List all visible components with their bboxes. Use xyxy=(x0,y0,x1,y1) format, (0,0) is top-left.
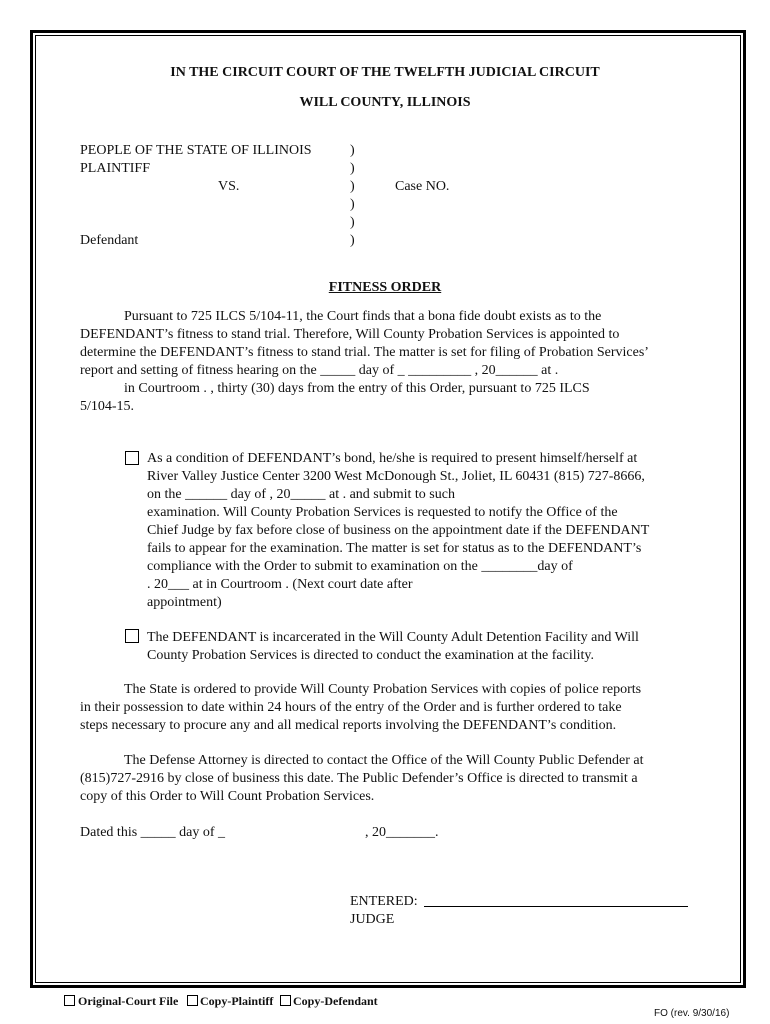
option1-line: on the ______ day of , 20_____ at . and submit to such xyxy=(147,487,455,502)
caption-paren: ) xyxy=(350,161,355,176)
state-paragraph-line: in their possession to date within 24 hours of the entry of the Order and is further ordered to take xyxy=(80,700,622,715)
intro-line: in Courtroom . , thirty (30) days from the entry of this Order, pursuant to 725 ILCS xyxy=(124,381,590,396)
state-paragraph-line: steps necessary to procure any and all medical reports involving the DEFENDANT’s condition. xyxy=(80,718,617,733)
option2-line: County Probation Services is directed to conduct the examination at the facility. xyxy=(147,648,594,663)
caption-paren: ) xyxy=(350,197,355,212)
caption-paren: ) xyxy=(350,215,355,230)
defendant-label: Defendant xyxy=(80,233,139,248)
bond-condition-checkbox[interactable] xyxy=(125,451,139,465)
copy-defendant-label: Copy-Defendant xyxy=(293,994,378,1008)
plaintiff-label: PLAINTIFF xyxy=(80,161,151,176)
original-court-file-label: Original-Court File xyxy=(78,994,179,1008)
intro-line: DEFENDANT’s fitness to stand trial. Therefore, Will County Probation Services is appointed to xyxy=(80,327,620,342)
copy-plaintiff-checkbox[interactable] xyxy=(187,995,198,1006)
entered-label: ENTERED: xyxy=(350,894,418,909)
incarcerated-checkbox[interactable] xyxy=(125,629,139,643)
intro-line: Pursuant to 725 ILCS 5/104-11, the Court finds that a bona fide doubt exists as to the xyxy=(124,309,602,324)
county-heading: WILL COUNTY, ILLINOIS xyxy=(299,95,471,110)
option1-line: Chief Judge by fax before close of business on the appointment date if the DEFENDANT xyxy=(147,523,650,538)
document-title: FITNESS ORDER xyxy=(328,280,442,295)
intro-line: report and setting of fitness hearing on the _____ day of _ _________ , 20______ at . xyxy=(80,363,559,378)
caption-paren: ) xyxy=(350,143,355,158)
option1-line: examination. Will County Probation Services is requested to notify the Office of the xyxy=(147,505,618,520)
option1-line: River Valley Justice Center 3200 West McDonough St., Joliet, IL 60431 (815) 727-8666, xyxy=(147,469,645,484)
vs-label: VS. xyxy=(218,179,240,194)
people-label: PEOPLE OF THE STATE OF ILLINOIS xyxy=(80,143,312,158)
option1-line: . 20___ at in Courtroom . (Next court date after xyxy=(147,577,413,592)
option1-line: appointment) xyxy=(147,595,222,610)
original-court-file-checkbox[interactable] xyxy=(64,995,75,1006)
signature-line[interactable] xyxy=(424,906,688,907)
dated-year: , 20_______. xyxy=(365,825,439,840)
defense-paragraph-line: The Defense Attorney is directed to contact the Office of the Will County Public Defender at xyxy=(124,753,644,768)
form-revision: FO (rev. 9/30/16) xyxy=(654,1008,730,1019)
intro-line: determine the DEFENDANT’s fitness to stand trial. The matter is set for filing of Probation Services’ xyxy=(80,345,649,360)
caption-paren: ) xyxy=(350,233,355,248)
option1-line: fails to appear for the examination. The matter is set for status as to the DEFENDANT’s xyxy=(147,541,642,556)
option1-line: As a condition of DEFENDANT’s bond, he/she is required to present himself/herself at xyxy=(147,451,638,466)
caption-paren: ) xyxy=(350,179,355,194)
case-number-label: Case NO. xyxy=(395,179,450,194)
copy-defendant-checkbox[interactable] xyxy=(280,995,291,1006)
defense-paragraph-line: (815)727-2916 by close of business this date. The Public Defender’s Office is directed to transmit a xyxy=(80,771,638,786)
court-heading: IN THE CIRCUIT COURT OF THE TWELFTH JUDICIAL CIRCUIT xyxy=(170,65,600,80)
copy-plaintiff-label: Copy-Plaintiff xyxy=(200,994,274,1008)
dated-line: Dated this _____ day of _ xyxy=(80,825,226,840)
option1-line: compliance with the Order to submit to examination on the ________day of xyxy=(147,559,573,574)
judge-label: JUDGE xyxy=(350,912,395,927)
defense-paragraph-line: copy of this Order to Will Count Probation Services. xyxy=(80,789,375,804)
state-paragraph-line: The State is ordered to provide Will County Probation Services with copies of police reports xyxy=(124,682,642,697)
option2-line: The DEFENDANT is incarcerated in the Will County Adult Detention Facility and Will xyxy=(147,630,639,645)
intro-line: 5/104-15. xyxy=(80,399,135,414)
